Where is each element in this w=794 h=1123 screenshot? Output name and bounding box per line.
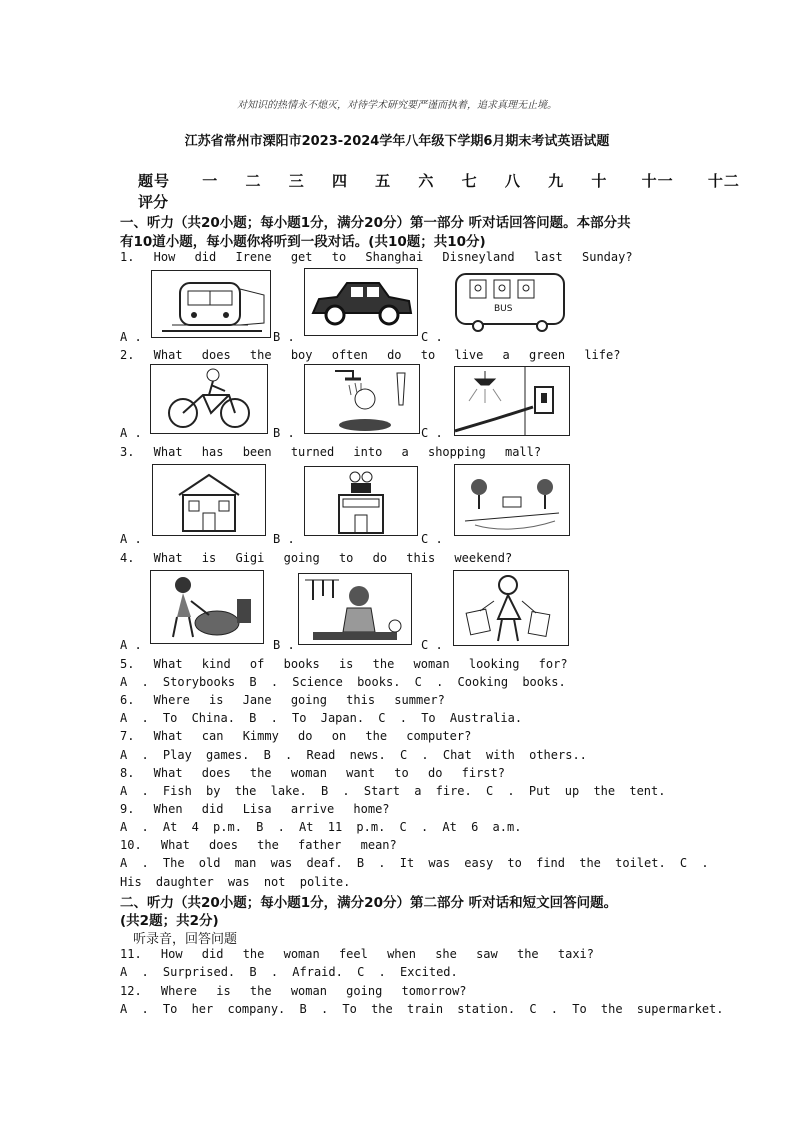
question-1: 1. How did Irene get to Shanghai Disneyland last Sunday? (120, 250, 633, 264)
score-col: 九 (548, 172, 565, 190)
bus-icon (452, 270, 568, 334)
bus-picture (452, 270, 568, 334)
question-10: 10. What does the father mean? (120, 838, 397, 852)
option-c-label: C . (421, 532, 443, 546)
cooking-icon (299, 574, 411, 644)
option-c-label: C . (421, 426, 443, 440)
header-note: 对知识的热情永不熄灭，对待学术研究要严谨而执着，追求真理无止境。 (237, 100, 557, 111)
answer-options-7: A . Play games. B . Read news. C . Chat with others.. (120, 748, 587, 762)
bicycle-icon (151, 365, 267, 433)
building-icon (153, 465, 265, 535)
option-b-label: B . (273, 532, 295, 546)
park-icon (455, 465, 569, 535)
score-col: 八 (504, 172, 521, 190)
score-col: 一 (202, 172, 219, 190)
question-3: 3. What has been turned into a shopping mall? (120, 445, 542, 459)
score-col: 七 (461, 172, 478, 190)
question-6: 6. Where is Jane going this summer? (120, 693, 445, 707)
question-12: 12. Where is the woman going tomorrow? (120, 984, 467, 998)
washing-icon (151, 571, 263, 643)
house-picture (152, 464, 266, 536)
answer-options-6: A . To China. B . To Japan. C . To Australia. (120, 711, 523, 725)
score-col: 二 (245, 172, 262, 190)
score-col: 十一 (641, 172, 674, 190)
score-col: 五 (375, 172, 392, 190)
section2-line1: 二、听力（共20小题；每小题1分，满分20分）第二部分 听对话和短文回答问题。 (120, 895, 618, 911)
option-b-label: B . (273, 638, 295, 652)
question-8: 8. What does the woman want to do first? (120, 766, 505, 780)
car-icon (305, 269, 417, 335)
section2-line2: (共2题；共2分) (120, 913, 219, 929)
score-col: 四 (331, 172, 348, 190)
question-2: 2. What does the boy often do to live a green life? (120, 348, 621, 362)
answer-options-11: A . Surprised. B . Afraid. C . Excited. (120, 965, 458, 979)
score-row-label: 评分 (138, 193, 169, 211)
option-c-label: C . (421, 330, 443, 344)
section2-subheading: 听录音，回答问题 (133, 932, 238, 947)
cinema-picture (304, 466, 418, 536)
option-a-label: A . (120, 532, 142, 546)
train-picture (151, 270, 271, 338)
question-11: 11. How did the woman feel when she saw the taxi? (120, 947, 595, 961)
score-table-header (138, 170, 748, 191)
option-a-label: A . (120, 330, 142, 344)
cinema-icon (305, 467, 417, 535)
option-b-label: B . (273, 330, 295, 344)
option-a-label: A . (120, 426, 142, 440)
score-header-label: 题号 (138, 172, 171, 190)
shopping-icon (454, 571, 568, 645)
option-a-label: A . (120, 638, 142, 652)
score-col: 六 (418, 172, 435, 190)
section1-line2: 有10道小题，每小题你将听到一段对话。(共10题；共10分) (120, 234, 486, 250)
answer-options-9: A . At 4 p.m. B . At 11 p.m. C . At 6 a.m. (120, 820, 522, 834)
shopping-picture (453, 570, 569, 646)
switch-picture (454, 366, 570, 436)
park-picture (454, 464, 570, 536)
section1-line1: 一、听力（共20小题；每小题1分，满分20分）第一部分 听对话回答问题。本部分共 (120, 215, 631, 231)
score-col: 十 (591, 172, 608, 190)
cooking-picture (298, 573, 412, 645)
train-icon (152, 271, 270, 337)
score-col: 三 (288, 172, 305, 190)
bike-picture (150, 364, 268, 434)
answer-options-10-cont: His daughter was not polite. (120, 875, 351, 889)
shower-picture (304, 364, 420, 434)
answer-options-12: A . To her company. B . To the train station. C . To the supermarket. (120, 1002, 724, 1016)
question-9: 9. When did Lisa arrive home? (120, 802, 390, 816)
option-c-label: C . (421, 638, 443, 652)
answer-options-5: A . Storybooks B . Science books. C . Cooking books. (120, 675, 566, 689)
shower-icon (305, 365, 419, 433)
light-switch-icon (455, 367, 569, 435)
answer-options-8: A . Fish by the lake. B . Start a fire. C . Put up the tent. (120, 784, 666, 798)
document-title: 江苏省常州市溧阳市2023-2024学年八年级下学期6月期末考试英语试题 (184, 134, 610, 149)
question-5: 5. What kind of books is the woman looking for? (120, 657, 568, 671)
car-picture (304, 268, 418, 336)
score-col: 十二 (707, 172, 740, 190)
option-b-label: B . (273, 426, 295, 440)
question-7: 7. What can Kimmy do on the computer? (120, 729, 472, 743)
question-4: 4. What is Gigi going to do this weekend? (120, 551, 513, 565)
answer-options-10: A . The old man was deaf. B . It was easy to find the toilet. C . (120, 856, 709, 870)
washing-picture (150, 570, 264, 644)
bus-label: BUS (494, 304, 513, 314)
